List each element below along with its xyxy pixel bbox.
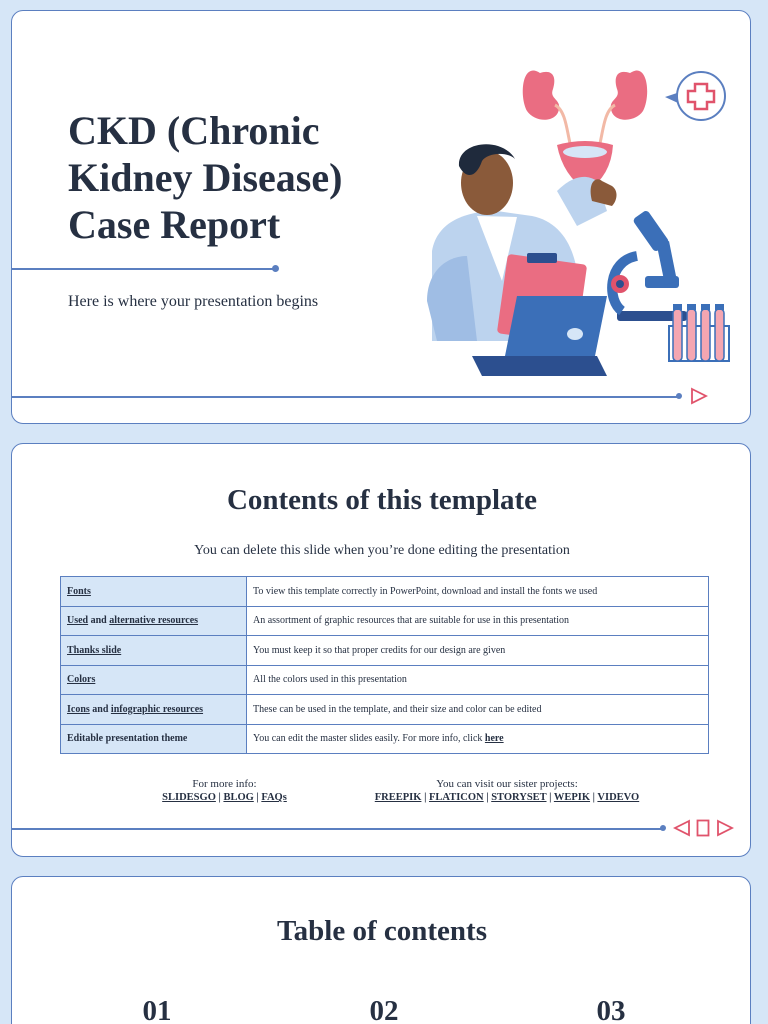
title-divider: [12, 268, 276, 270]
row-key-link[interactable]: Fonts: [67, 585, 91, 597]
row-key: [61, 606, 247, 636]
triangle-right-icon[interactable]: [690, 387, 708, 405]
row-value: All the colors used in this presentation: [247, 665, 709, 695]
table-row: [61, 606, 709, 636]
presentation-subtitle: Here is where your presentation begins: [68, 293, 319, 310]
title-line: CKD (Chronic: [68, 108, 320, 153]
footer-line: [12, 396, 680, 398]
sister-projects-block: [342, 778, 672, 804]
section-number: 03: [596, 995, 626, 1024]
presentation-title: [68, 107, 398, 248]
link-separator: |: [421, 792, 429, 803]
row-value: [247, 724, 709, 754]
slide-title: Table of contents: [277, 915, 487, 947]
slide-subtitle: You can delete this slide when you’re done editing the presentation: [194, 543, 570, 558]
link-separator: |: [590, 792, 598, 803]
wepik-link[interactable]: WEPIK: [553, 792, 591, 803]
row-value-text: You can edit the master slides easily. For more info, click: [253, 733, 485, 745]
row-key[interactable]: [61, 636, 247, 666]
doctor-kidney-illustration: [407, 41, 737, 386]
row-key: [61, 695, 247, 725]
row-key-link[interactable]: Colors: [67, 674, 96, 686]
faqs-link[interactable]: FAQs: [261, 792, 287, 803]
row-key-conjunction: and: [89, 703, 111, 715]
section-number: 02: [369, 995, 399, 1024]
slide-title: Contents of this template: [226, 484, 538, 516]
triangle-right-icon[interactable]: [716, 819, 734, 837]
row-key-link[interactable]: alternative resources: [109, 615, 199, 627]
link-separator: |: [546, 792, 554, 803]
table-row: [61, 695, 709, 725]
medical-cross-bubble-icon: [665, 72, 725, 120]
freepik-link[interactable]: FREEPIK: [374, 792, 422, 803]
title-line: Case Report: [68, 202, 281, 247]
table-of-contents-slide: [11, 876, 751, 1024]
table-row: [61, 577, 709, 607]
more-info-block: [142, 778, 307, 804]
footer-line: [12, 828, 664, 830]
row-key-link[interactable]: infographic resources: [110, 703, 204, 715]
row-value: To view this template correctly in PowerPoint, download and install the fonts we used: [247, 577, 709, 607]
table-row: [61, 724, 709, 754]
footer-dot: [676, 393, 682, 399]
test-tubes-icon: [669, 304, 729, 361]
link-separator: |: [215, 792, 224, 803]
row-value: An assortment of graphic resources that are suitable for use in this presentation: [247, 606, 709, 636]
more-info-links: [142, 791, 307, 804]
link-separator: |: [253, 792, 262, 803]
sister-projects-links: [342, 791, 672, 804]
footer-dot: [660, 825, 666, 831]
row-key-link[interactable]: Icons: [67, 703, 90, 715]
videvo-link[interactable]: VIDEVO: [597, 792, 640, 803]
more-info-label: For more info:: [192, 778, 257, 790]
square-icon[interactable]: [696, 819, 710, 837]
section-number: 01: [142, 995, 172, 1024]
divider-dot: [272, 265, 279, 272]
storyset-link[interactable]: STORYSET: [491, 792, 547, 803]
row-key-conjunction: and: [88, 615, 110, 627]
row-key-link[interactable]: Thanks slide: [67, 644, 122, 656]
sister-projects-label: You can visit our sister projects:: [436, 778, 578, 790]
row-key-link[interactable]: Used: [67, 615, 89, 627]
here-link[interactable]: here: [484, 733, 504, 745]
table-row: [61, 665, 709, 695]
table-row: [61, 636, 709, 666]
slidesgo-link[interactable]: SLIDESGO: [162, 792, 216, 803]
contents-table: [60, 576, 709, 754]
link-separator: |: [483, 792, 492, 803]
row-key: Editable presentation theme: [61, 724, 247, 754]
title-line: Kidney Disease): [68, 155, 343, 200]
row-key[interactable]: [61, 577, 247, 607]
title-slide: [11, 10, 751, 424]
contents-template-slide: [11, 443, 751, 857]
row-key[interactable]: [61, 665, 247, 695]
row-value: You must keep it so that proper credits for our design are given: [247, 636, 709, 666]
triangle-left-icon[interactable]: [673, 819, 691, 837]
flaticon-link[interactable]: FLATICON: [429, 792, 484, 803]
row-value: These can be used in the template, and their size and color can be edited: [247, 695, 709, 725]
kidneys-icon: [523, 71, 647, 191]
blog-link[interactable]: BLOG: [223, 792, 254, 803]
